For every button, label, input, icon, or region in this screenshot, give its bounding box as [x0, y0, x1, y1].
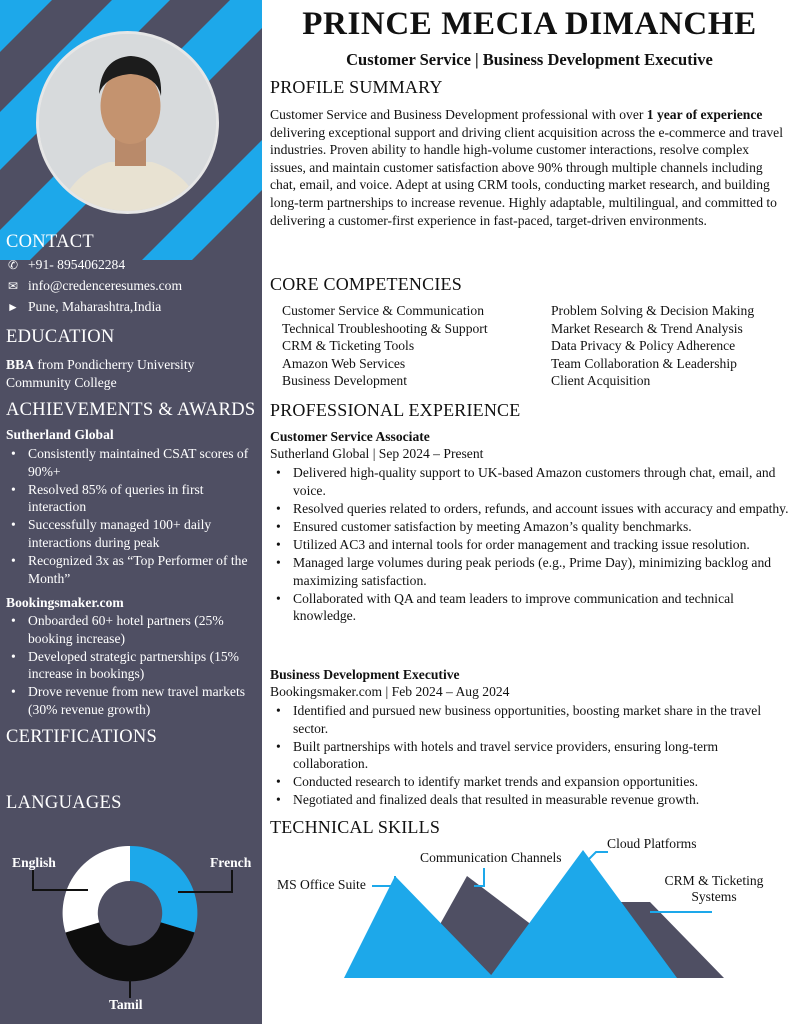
technical-skills-graphic — [262, 840, 797, 1024]
list-item: • Ensured customer satisfaction by meeting Amazon’s quality benchmarks. — [272, 518, 792, 536]
list-item: Customer Service & Communication — [282, 303, 484, 318]
job-title: Customer Service Associate — [270, 429, 430, 444]
candidate-name: PRINCE MECIA DIMANCHE — [302, 6, 757, 42]
list-item: Technical Troubleshooting & Support — [282, 320, 488, 336]
mail-icon: ✉ — [7, 278, 19, 293]
list-item: • Managed large volumes during peak periods (e.g., Prime Day), minimizing backlog and maximizing satisfaction. — [272, 554, 792, 589]
language-label-english: English — [12, 855, 56, 870]
achievement-list — [8, 612, 258, 719]
list-item: • Resolved 85% of queries in first interaction — [8, 481, 258, 516]
location-text: Pune, Maharashtra,India — [28, 299, 162, 314]
profile-lead: Customer Service and Business Development professional with over — [270, 107, 647, 122]
contact-email — [6, 278, 182, 294]
list-item: Amazon Web Services — [282, 355, 406, 371]
profile-rest: delivering exceptional support and driving client acquisition across the e-commerce and travel industries. Proven ability to handle high-volume customer interactions, resolve complex issues, and maintain customer satisfaction above 90% through multiple channels including chat, email, and voice. Adept at using CRM tools, conducting market research, and building long-term partnerships to increase revenue. Highly adaptable, multilingual, and committed to delivering a customer-first experience in fast-paced, target-driven environments. — [270, 124, 783, 228]
profile-summary-text — [270, 106, 788, 229]
sidebar — [0, 0, 262, 1024]
achievement-company: Sutherland Global — [6, 427, 114, 442]
language-label-tamil: Tamil — [109, 997, 143, 1012]
achievement-company: Bookingsmaker.com — [6, 595, 124, 610]
technical-skills-heading: TECHNICAL SKILLS — [270, 817, 441, 837]
list-item: • Resolved queries related to orders, refunds, and account issues with accuracy and empathy. — [272, 500, 792, 518]
list-item: Team Collaboration & Leadership — [551, 355, 737, 371]
list-item: • Utilized AC3 and internal tools for order management and tracking issue resolution. — [272, 536, 792, 554]
skill-label-communication: Communication Channels — [420, 850, 562, 865]
list-item: • Identified and pursued new business opportunities, boosting market share in the travel sector. — [272, 702, 792, 737]
competencies-right-column — [551, 302, 754, 390]
list-item: Client Acquisition — [551, 373, 651, 389]
list-item: Data Privacy & Policy Adherence — [551, 338, 736, 354]
job-bullets — [272, 464, 792, 625]
list-item: Problem Solving & Decision Making — [551, 303, 755, 318]
contact-phone — [6, 257, 125, 273]
list-item: CRM & Ticketing Tools — [282, 338, 415, 354]
list-item: • Negotiated and finalized deals that resulted in measurable revenue growth. — [272, 791, 792, 809]
language-label-french: French — [210, 855, 252, 870]
job-bullets — [272, 702, 792, 810]
list-item: • Collaborated with QA and team leaders to improve communication and technical knowledge. — [272, 590, 792, 625]
list-item: • Consistently maintained CSAT scores of 90%+ — [8, 445, 258, 480]
education-detail-2: Community College — [6, 374, 117, 390]
competencies-left-column — [282, 302, 488, 390]
list-item: • Conducted research to identify market trends and expansion opportunities. — [272, 773, 792, 791]
list-item: Business Development — [282, 373, 407, 389]
list-item: • Built partnerships with hotels and travel service providers, ensuring long-term collaboration. — [272, 738, 792, 773]
list-item: • Developed strategic partnerships (15% increase in bookings) — [8, 648, 258, 683]
email-text: info@credenceresumes.com — [28, 278, 183, 293]
list-item: Market Research & Trend Analysis — [551, 320, 743, 336]
education-degree: BBA — [6, 357, 34, 372]
contact-location — [6, 299, 161, 315]
phone-icon: ✆ — [7, 257, 19, 272]
profile-photo — [36, 31, 219, 214]
skill-label-cloud: Cloud Platforms — [607, 836, 697, 851]
education-entry — [6, 356, 256, 391]
skill-label-ms-office: MS Office Suite — [277, 877, 366, 892]
achievements-heading: ACHIEVEMENTS & AWARDS — [6, 400, 256, 420]
contact-heading: CONTACT — [6, 232, 94, 252]
achievement-list — [8, 445, 258, 588]
job-meta: Sutherland Global | Sep 2024 – Present — [270, 446, 484, 461]
list-item: • Recognized 3x as “Top Performer of the Month” — [8, 552, 258, 587]
skill-label-crm: CRM & Ticketing Systems — [664, 873, 764, 904]
main-content — [262, 0, 797, 1024]
job-title: Business Development Executive — [270, 667, 460, 682]
list-item: • Drove revenue from new travel markets (30% revenue growth) — [8, 683, 258, 718]
education-detail: from Pondicherry University — [33, 357, 195, 372]
location-arrow-icon: ► — [7, 299, 19, 314]
profile-summary-heading: PROFILE SUMMARY — [270, 77, 443, 97]
phone-text: +91- 8954062284 — [28, 257, 126, 272]
job-meta: Bookingsmaker.com | Feb 2024 – Aug 2024 — [270, 684, 510, 699]
core-competencies-heading: CORE COMPETENCIES — [270, 274, 462, 294]
list-item: • Delivered high-quality support to UK-based Amazon customers through chat, email, and voice. — [272, 464, 792, 499]
profile-bold: 1 year of experience — [646, 107, 763, 122]
professional-experience-heading: PROFESSIONAL EXPERIENCE — [270, 400, 521, 420]
donut-slice-french — [130, 846, 197, 933]
candidate-title: Customer Service | Business Development Executive — [346, 50, 713, 69]
list-item: • Onboarded 60+ hotel partners (25% booking increase) — [8, 612, 258, 647]
languages-heading: LANGUAGES — [6, 793, 122, 813]
certifications-heading: CERTIFICATIONS — [6, 727, 158, 747]
list-item: • Successfully managed 100+ daily interactions during peak — [8, 516, 258, 551]
education-heading: EDUCATION — [6, 327, 115, 347]
donut-slice-tamil — [66, 922, 195, 981]
